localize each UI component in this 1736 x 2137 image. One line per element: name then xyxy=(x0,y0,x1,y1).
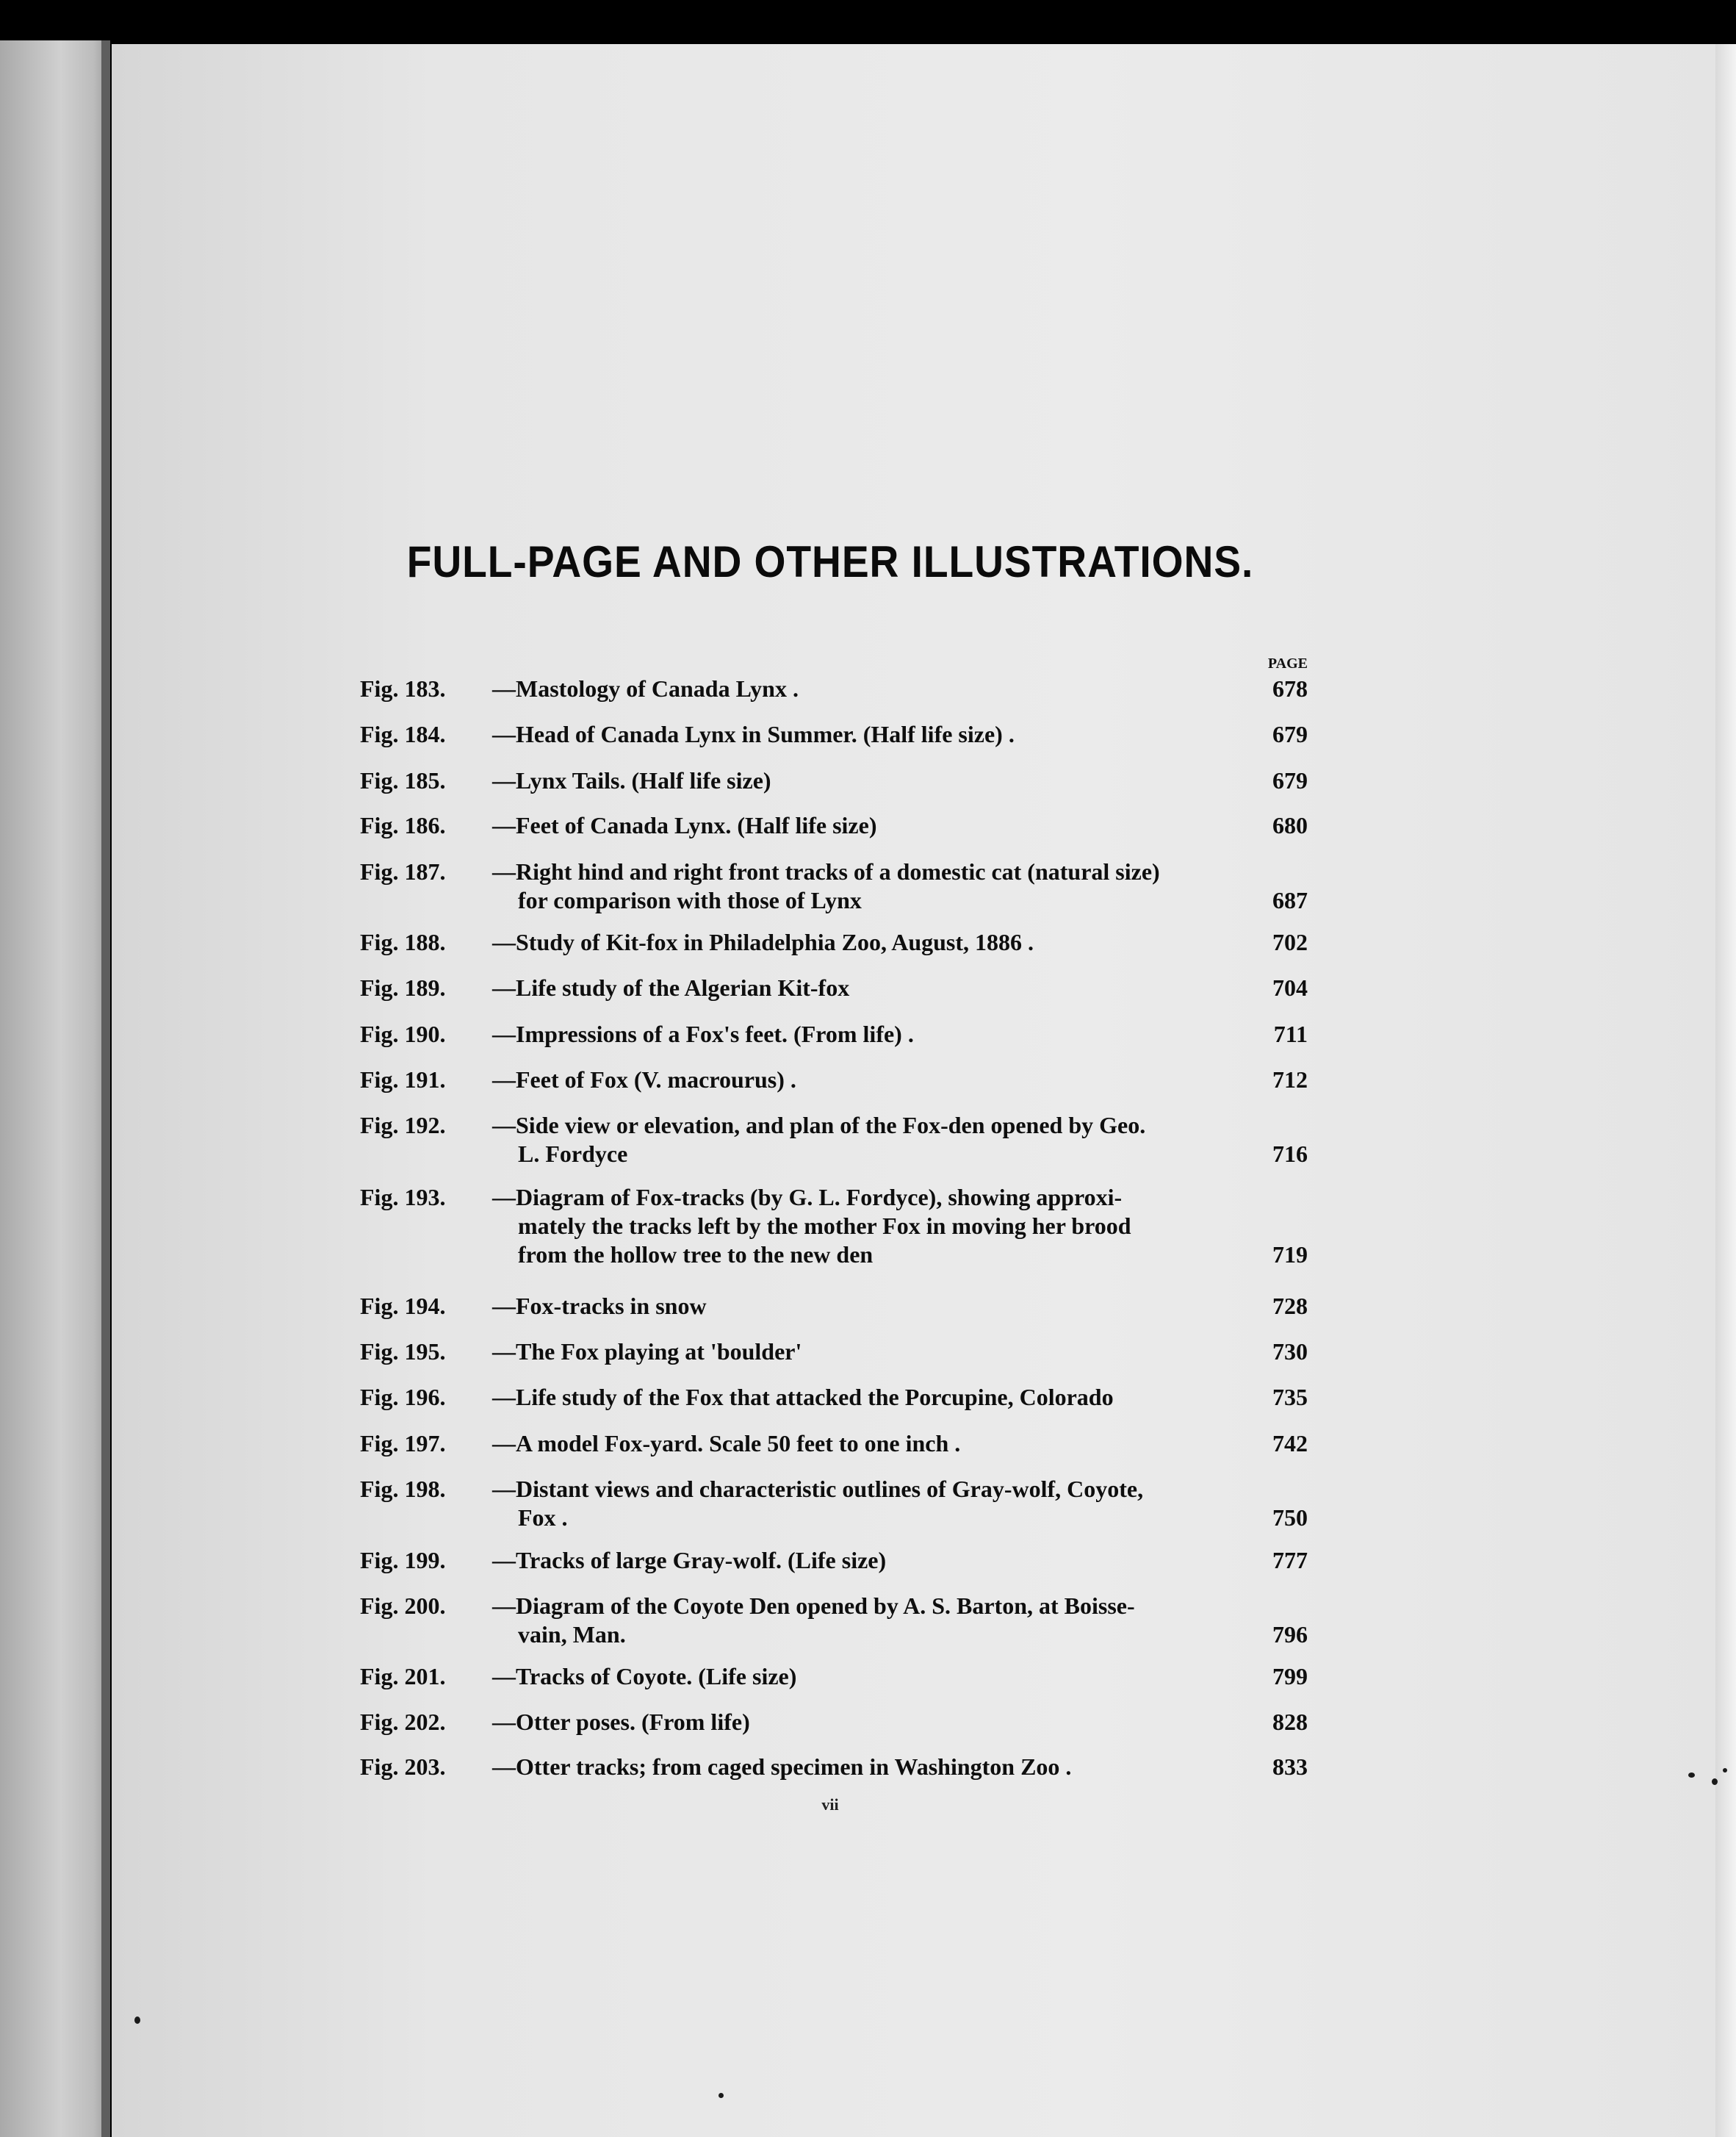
figure-number: Fig. 196. xyxy=(360,1384,446,1410)
page-reference: 796 xyxy=(1272,1621,1308,1648)
page-reference: 679 xyxy=(1272,767,1308,794)
list-item xyxy=(360,766,1308,795)
scan-speck xyxy=(134,2016,140,2024)
figure-caption: —Diagram of the Coyote Den opened by A. S. Barton, at Boisse- xyxy=(492,1592,1135,1619)
figure-caption: —Head of Canada Lynx in Summer. (Half life size) . xyxy=(492,721,1015,747)
facing-page-edge xyxy=(0,40,110,2137)
figure-number: Fig. 184. xyxy=(360,721,446,747)
entry-line xyxy=(360,974,1308,1002)
figure-caption: —Feet of Canada Lynx. (Half life size) xyxy=(492,812,877,838)
page-fore-edge xyxy=(1715,44,1736,2137)
figure-caption: —Otter poses. (From life) xyxy=(492,1709,750,1735)
entry-line xyxy=(360,1140,1308,1168)
figure-number: Fig. 198. xyxy=(360,1476,446,1502)
figure-number: Fig. 187. xyxy=(360,858,446,885)
entry-line xyxy=(360,928,1308,957)
figure-number: Fig. 195. xyxy=(360,1338,446,1365)
list-item xyxy=(360,811,1308,840)
figure-number: Fig. 185. xyxy=(360,767,446,794)
entry-line xyxy=(360,1240,1308,1269)
figure-caption: —Study of Kit-fox in Philadelphia Zoo, August, 1886 . xyxy=(492,929,1034,955)
list-item xyxy=(360,1546,1308,1575)
entry-line xyxy=(360,1183,1308,1212)
entry-line xyxy=(360,675,1308,703)
figure-number: Fig. 202. xyxy=(360,1709,446,1735)
figure-caption: —Tracks of Coyote. (Life size) xyxy=(492,1663,797,1689)
entry-line xyxy=(360,766,1308,795)
figure-number: Fig. 192. xyxy=(360,1112,446,1138)
figure-caption: —Impressions of a Fox's feet. (From life) . xyxy=(492,1021,914,1047)
list-item xyxy=(360,1592,1308,1649)
book-gutter xyxy=(101,40,110,2137)
entry-line xyxy=(360,720,1308,749)
page-reference: 777 xyxy=(1272,1547,1308,1573)
entry-line xyxy=(360,1066,1308,1094)
page-reference: 735 xyxy=(1272,1384,1308,1410)
entry-line xyxy=(360,1337,1308,1366)
figure-number: Fig. 203. xyxy=(360,1753,446,1780)
figure-caption: Fox . xyxy=(518,1504,568,1531)
figure-caption: —Tracks of large Gray-wolf. (Life size) xyxy=(492,1547,887,1573)
page-reference: 730 xyxy=(1272,1338,1308,1365)
page-number-folio: vii xyxy=(821,1795,839,1814)
page-reference: 687 xyxy=(1272,887,1308,913)
list-item xyxy=(360,1337,1308,1366)
entry-line xyxy=(360,1475,1308,1504)
list-item xyxy=(360,675,1308,703)
figure-number: Fig. 194. xyxy=(360,1293,446,1319)
list-item xyxy=(360,1383,1308,1412)
entry-line xyxy=(360,811,1308,840)
figure-caption: —Otter tracks; from caged specimen in Washington Zoo . xyxy=(492,1753,1072,1780)
figure-number: Fig. 199. xyxy=(360,1547,446,1573)
page-reference: 680 xyxy=(1272,812,1308,838)
list-item xyxy=(360,1708,1308,1736)
entry-line xyxy=(360,1662,1308,1691)
page-reference: 716 xyxy=(1272,1141,1308,1167)
figure-number: Fig. 201. xyxy=(360,1663,446,1689)
list-item xyxy=(360,928,1308,957)
entry-line xyxy=(360,1111,1308,1140)
page-reference: 712 xyxy=(1272,1066,1308,1093)
figure-caption: —Lynx Tails. (Half life size) xyxy=(492,767,771,794)
page-reference: 728 xyxy=(1272,1293,1308,1319)
page-reference: 799 xyxy=(1272,1663,1308,1689)
figure-caption: vain, Man. xyxy=(518,1621,626,1648)
figure-caption: —Right hind and right front tracks of a domestic cat (natural size) xyxy=(492,858,1160,885)
list-item xyxy=(360,1020,1308,1049)
figure-caption: L. Fordyce xyxy=(518,1141,628,1167)
entry-line xyxy=(360,1383,1308,1412)
entry-line xyxy=(360,1708,1308,1736)
figure-caption: mately the tracks left by the mother Fox in moving her brood xyxy=(518,1213,1131,1239)
list-item xyxy=(360,1183,1308,1269)
page-reference: 704 xyxy=(1272,974,1308,1001)
figure-caption: —Side view or elevation, and plan of the Fox-den opened by Geo. xyxy=(492,1112,1146,1138)
figure-number: Fig. 188. xyxy=(360,929,446,955)
page-reference: 742 xyxy=(1272,1430,1308,1457)
entry-line xyxy=(360,858,1308,886)
figure-caption: —Life study of the Algerian Kit-fox xyxy=(492,974,850,1001)
list-item xyxy=(360,1292,1308,1321)
figure-number: Fig. 200. xyxy=(360,1592,446,1619)
entry-line xyxy=(360,1429,1308,1458)
list-item xyxy=(360,1429,1308,1458)
list-item xyxy=(360,1753,1308,1781)
entry-line xyxy=(360,1546,1308,1575)
entry-line xyxy=(360,886,1308,915)
figure-caption: —Mastology of Canada Lynx . xyxy=(492,675,799,702)
list-item xyxy=(360,1066,1308,1094)
figure-caption: —Distant views and characteristic outlines of Gray-wolf, Coyote, xyxy=(492,1476,1144,1502)
page-reference: 719 xyxy=(1272,1241,1308,1268)
entry-line xyxy=(360,1592,1308,1620)
entry-line xyxy=(360,1504,1308,1532)
page-reference: 678 xyxy=(1272,675,1308,702)
list-item xyxy=(360,1111,1308,1168)
figure-number: Fig. 183. xyxy=(360,675,446,702)
figure-caption: —Life study of the Fox that attacked the Porcupine, Colorado xyxy=(492,1384,1114,1410)
entry-line xyxy=(360,1292,1308,1321)
figure-caption: —Feet of Fox (V. macrourus) . xyxy=(492,1066,796,1093)
scan-speck xyxy=(1712,1778,1718,1785)
entry-line xyxy=(360,1620,1308,1649)
figure-number: Fig. 191. xyxy=(360,1066,446,1093)
figure-caption: —The Fox playing at 'boulder' xyxy=(492,1338,802,1365)
scan-speck xyxy=(1688,1773,1695,1778)
page-reference: 711 xyxy=(1273,1021,1308,1047)
list-item xyxy=(360,1475,1308,1532)
page-reference: 833 xyxy=(1272,1753,1308,1780)
figure-number: Fig. 197. xyxy=(360,1430,446,1457)
list-item xyxy=(360,974,1308,1002)
page-reference: 679 xyxy=(1272,721,1308,747)
figure-number: Fig. 190. xyxy=(360,1021,446,1047)
entry-line xyxy=(360,1212,1308,1240)
page-reference: 702 xyxy=(1272,929,1308,955)
figure-caption: —A model Fox-yard. Scale 50 feet to one inch . xyxy=(492,1430,961,1457)
page-column-label: PAGE xyxy=(1267,656,1308,672)
figure-caption: —Fox-tracks in snow xyxy=(492,1293,707,1319)
figure-number: Fig. 193. xyxy=(360,1184,446,1210)
entry-line xyxy=(360,1020,1308,1049)
list-item xyxy=(360,1662,1308,1691)
figure-caption: for comparison with those of Lynx xyxy=(518,887,862,913)
page-reference: 750 xyxy=(1272,1504,1308,1531)
scan-speck xyxy=(1723,1768,1727,1773)
figure-caption: —Diagram of Fox-tracks (by G. L. Fordyce), showing approxi- xyxy=(492,1184,1123,1210)
figure-caption: from the hollow tree to the new den xyxy=(518,1241,874,1268)
page-title: FULL-PAGE AND OTHER ILLUSTRATIONS. xyxy=(406,537,1254,586)
list-item xyxy=(360,858,1308,915)
page-reference: 828 xyxy=(1272,1709,1308,1735)
figure-number: Fig. 189. xyxy=(360,974,446,1001)
entry-line xyxy=(360,1753,1308,1781)
figure-number: Fig. 186. xyxy=(360,812,446,838)
list-item xyxy=(360,720,1308,749)
scan-speck xyxy=(718,2093,724,2098)
